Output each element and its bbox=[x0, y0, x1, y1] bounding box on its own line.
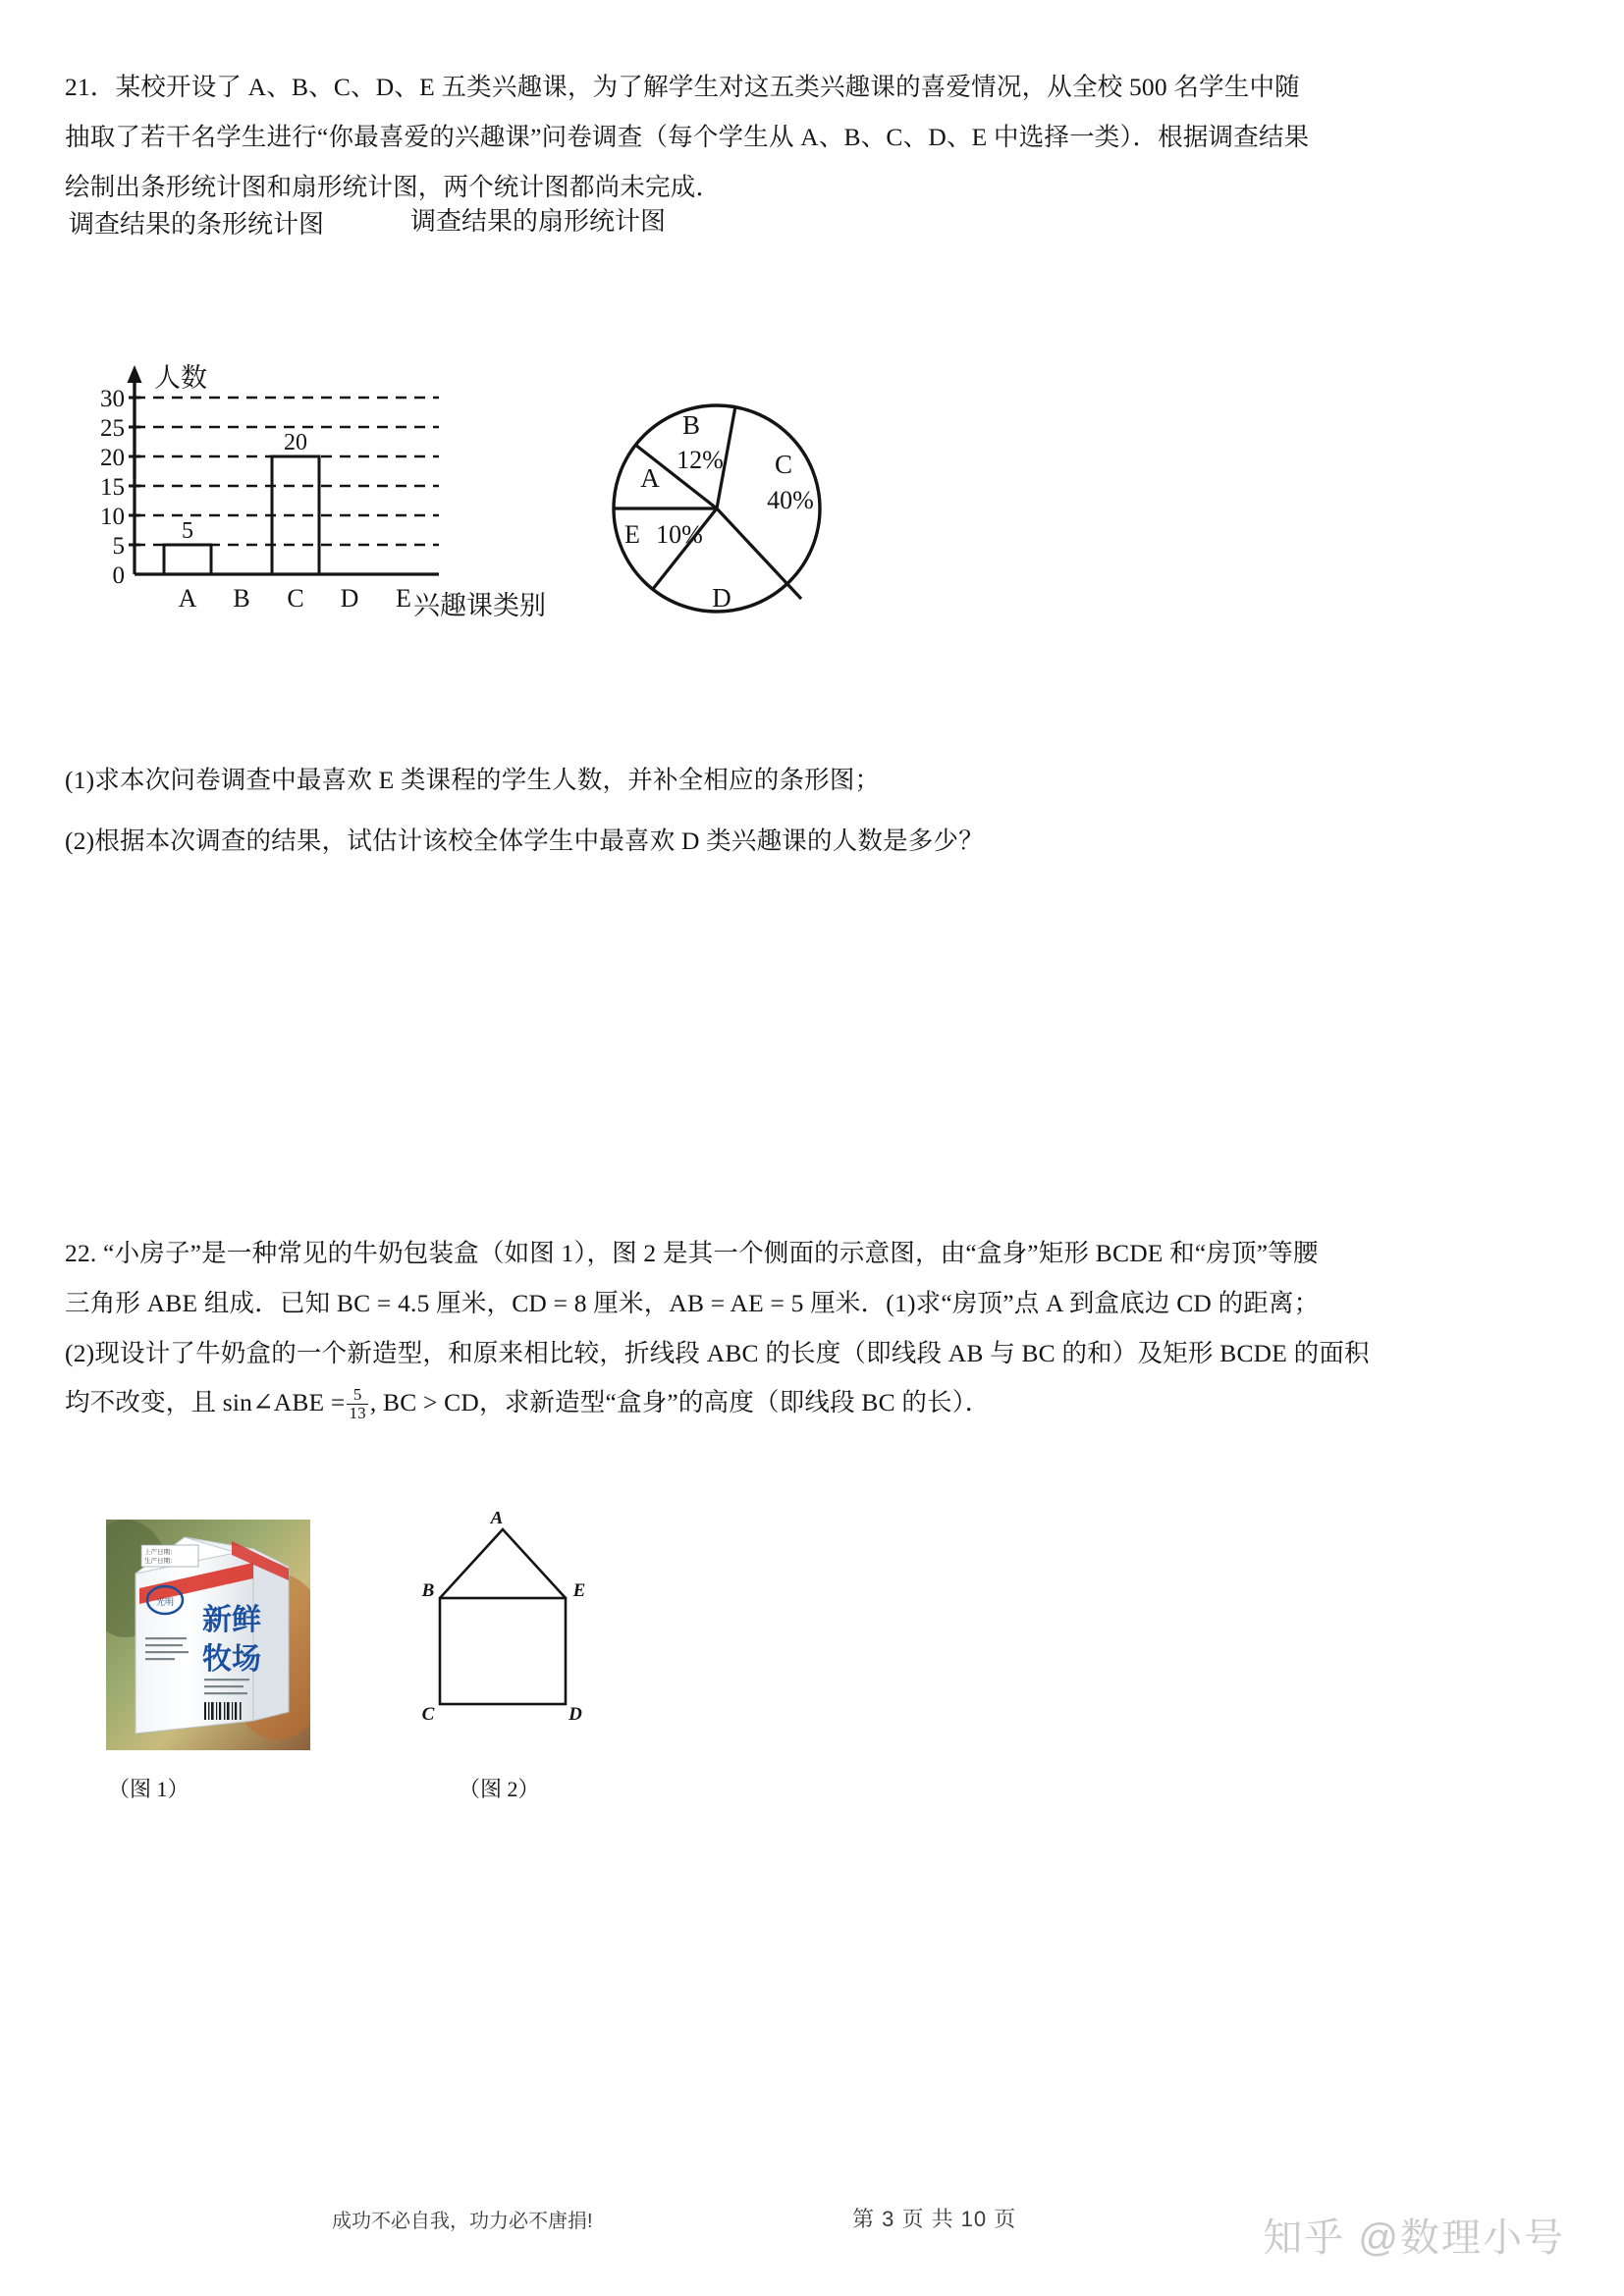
figure-2-caption: （图 2） bbox=[459, 1777, 540, 1801]
pie-percent-B: 12% bbox=[677, 446, 724, 474]
footer-page-number: 第 3 页 共 10 页 bbox=[852, 2207, 1017, 2231]
vertex-label-A: A bbox=[490, 1512, 504, 1528]
sine-fraction bbox=[347, 1386, 367, 1422]
figure-2-diagram bbox=[393, 1512, 677, 1757]
bar-chart bbox=[93, 363, 565, 628]
vertex-label-D: D bbox=[568, 1704, 582, 1725]
pie-label-A: A bbox=[640, 463, 660, 493]
watermark: 知乎 @数理小号 bbox=[1263, 2216, 1565, 2260]
fraction-numerator: 5 bbox=[347, 1386, 367, 1405]
bar-y-label-20: 20 bbox=[100, 445, 125, 471]
milk-carton-photo bbox=[106, 1520, 310, 1750]
bar-x-label-D: D bbox=[340, 584, 359, 613]
vertex-label-C: C bbox=[421, 1704, 435, 1725]
bar-chart-title: 调查结果的条形统计图 bbox=[69, 210, 325, 239]
problem-21-line-2: 抽取了若干名学生进行“你最喜爱的兴趣课”问卷调查（每个学生从 A、B、C、D、E 中选择一类）．根据调查结果 bbox=[65, 123, 1310, 151]
carton-date-line-2: 生产日期： bbox=[144, 1558, 177, 1565]
pie-chart bbox=[609, 383, 893, 638]
vertex-label-E: E bbox=[572, 1580, 586, 1601]
problem-22-line-4-post: , BC > CD，求新造型“盒身”的高度（即线段 BC 的长）． bbox=[369, 1388, 991, 1417]
problem-21-sub-1: (1)求本次问卷调查中最喜欢 E 类课程的学生人数，并补全相应的条形图； bbox=[65, 766, 881, 794]
carton-date-line-1: 上产日期： bbox=[144, 1549, 177, 1556]
pie-label-B: B bbox=[681, 410, 701, 440]
carton-headline-2: 牧场 bbox=[202, 1643, 261, 1676]
pie-chart-title: 调查结果的扇形统计图 bbox=[410, 207, 667, 236]
bar-y-label-10: 10 bbox=[100, 504, 125, 530]
bar-y-label-0: 0 bbox=[112, 562, 125, 589]
bar-chart-gridlines bbox=[135, 398, 439, 545]
fraction-denominator: 13 bbox=[349, 1403, 366, 1422]
problem-21-line-3: 绘制出条形统计图和扇形统计图，两个统计图都尚未完成． bbox=[65, 173, 722, 201]
pie-label-D: D bbox=[712, 583, 731, 613]
problem-21-sub-2: (2)根据本次调查的结果，试估计该校全体学生中最喜欢 D 类兴趣课的人数是多少？ bbox=[65, 827, 984, 855]
problem-22-line-2: 三角形 ABE 组成．已知 BC = 4.5 厘米，CD = 8 厘米，AB = AE = 5 厘米．(1)求“房顶”点 A 到盒底边 CD 的距离； bbox=[65, 1289, 1320, 1317]
bar-chart-y-axis-label: 人数 bbox=[154, 363, 207, 393]
pie-percent-C: 40% bbox=[767, 486, 814, 514]
bar-y-label-5: 5 bbox=[112, 533, 125, 560]
bar-y-label-25: 25 bbox=[100, 415, 125, 442]
bar-chart-x-axis-label: 兴趣课类别 bbox=[413, 591, 546, 620]
problem-21-line-1: 21．某校开设了 A、B、C、D、E 五类兴趣课，为了解学生对这五类兴趣课的喜爱情况，从全校 500 名学生中随 bbox=[65, 73, 1300, 101]
figure-1-caption: （图 1） bbox=[108, 1777, 189, 1801]
pie-label-E: E bbox=[624, 520, 640, 549]
pie-label-C: C bbox=[774, 450, 793, 479]
footer-motto: 成功不必自我，功力必不唐捐! bbox=[332, 2211, 593, 2232]
carton-logo-text: 光明 bbox=[155, 1597, 175, 1607]
bar-x-label-B: B bbox=[233, 584, 250, 613]
vertex-label-B: B bbox=[421, 1580, 435, 1601]
bar-C-value: 20 bbox=[284, 430, 307, 455]
bar-x-label-C: C bbox=[287, 584, 304, 613]
bar-x-label-A: A bbox=[178, 584, 197, 613]
bar-y-label-30: 30 bbox=[100, 386, 125, 412]
carton-headline-1: 新鲜 bbox=[202, 1604, 261, 1636]
bar-A-value: 5 bbox=[182, 518, 193, 544]
problem-22-line-1: 22. “小房子”是一种常见的牛奶包装盒（如图 1），图 2 是其一个侧面的示意图，由“盒身”矩形 BCDE 和“房顶”等腰 bbox=[65, 1239, 1319, 1267]
house-shape bbox=[440, 1529, 566, 1704]
problem-22-line-4 bbox=[65, 1387, 990, 1423]
bar-x-label-E: E bbox=[396, 584, 411, 613]
problem-22-line-3: (2)现设计了牛奶盒的一个新造型，和原来相比较，折线段 ABC 的长度（即线段 AB 与 BC 的和）及矩形 BCDE 的面积 bbox=[65, 1339, 1370, 1367]
bar-y-label-15: 15 bbox=[100, 474, 125, 501]
problem-22-line-4-pre: 均不改变，且 sin∠ABE = bbox=[65, 1388, 346, 1417]
pie-percent-E: 10% bbox=[656, 520, 703, 549]
bar-A bbox=[164, 545, 211, 574]
